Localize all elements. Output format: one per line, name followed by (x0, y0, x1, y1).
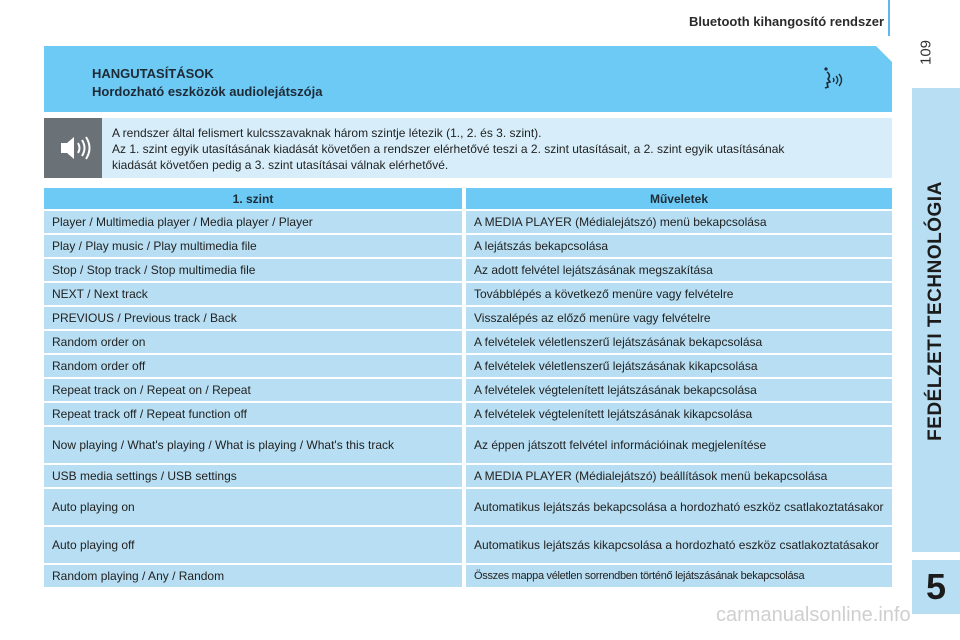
watermark: carmanualsonline.info (716, 604, 911, 626)
command-cell: Repeat track on / Repeat on / Repeat (44, 379, 466, 401)
section-title: HANGUTASÍTÁSOK (92, 66, 214, 81)
table-row (44, 565, 892, 587)
section-subtitle: Hordozható eszközök audiolejátszója (92, 84, 323, 99)
table-header-row (44, 188, 892, 209)
action-cell: Visszalépés az előző menüre vagy felvételre (466, 307, 892, 329)
table-row (44, 211, 892, 233)
info-line: Az 1. szint egyik utasításának kiadását követően a rendszer elérhetővé teszi a 2. szint utasításait, a 2. szint egyik utasításának (112, 142, 785, 156)
column-header-actions: Műveletek (466, 188, 892, 209)
command-cell: Random order off (44, 355, 466, 377)
command-cell: PREVIOUS / Previous track / Back (44, 307, 466, 329)
table-row (44, 355, 892, 377)
action-cell: Az éppen játszott felvétel információinak megjelenítése (466, 427, 892, 463)
info-box (44, 118, 892, 178)
action-cell: A felvételek végtelenített lejátszásának bekapcsolása (466, 379, 892, 401)
table-row (44, 259, 892, 281)
table-row (44, 307, 892, 329)
voice-command-icon (820, 66, 846, 92)
table-row (44, 489, 892, 525)
command-cell: Stop / Stop track / Stop multimedia file (44, 259, 466, 281)
info-line: A rendszer által felismert kulcsszavaknak három szintje létezik (1., 2. és 3. szint). (112, 126, 542, 140)
chapter-number: 5 (912, 560, 960, 614)
command-cell: Player / Multimedia player / Media player / Player (44, 211, 466, 233)
column-header-level: 1. szint (44, 188, 466, 209)
action-cell: A felvételek véletlenszerű lejátszásának bekapcsolása (466, 331, 892, 353)
command-cell: Repeat track off / Repeat function off (44, 403, 466, 425)
page-number: 109 (917, 39, 935, 66)
header-divider (888, 0, 890, 36)
info-icon-panel (44, 118, 102, 178)
info-text (112, 125, 888, 173)
page-header-title: Bluetooth kihangosító rendszer (688, 14, 884, 29)
action-cell: Automatikus lejátszás kikapcsolása a hordozható eszköz csatlakoztatásakor (466, 527, 892, 563)
banner-corner (876, 46, 892, 62)
command-cell: USB media settings / USB settings (44, 465, 466, 487)
action-cell: Továbblépés a következő menüre vagy felvételre (466, 283, 892, 305)
action-cell: Automatikus lejátszás bekapcsolása a hordozható eszköz csatlakoztatásakor (466, 489, 892, 525)
table-row (44, 427, 892, 463)
section-banner (44, 46, 892, 112)
command-cell: Now playing / What's playing / What is playing / What's this track (44, 427, 466, 463)
table-row (44, 527, 892, 563)
action-cell: A lejátszás bekapcsolása (466, 235, 892, 257)
action-cell: Összes mappa véletlen sorrendben történő lejátszásának bekapcsolása (466, 565, 892, 587)
voice-commands-table (44, 186, 892, 589)
action-cell: A MEDIA PLAYER (Médialejátszó) beállítások menü bekapcsolása (466, 465, 892, 487)
table-row (44, 465, 892, 487)
speaker-icon (44, 118, 102, 178)
action-cell: Az adott felvétel lejátszásának megszakítása (466, 259, 892, 281)
info-line: kiadását követően pedig a 3. szint utasításai válnak elérhetővé. (112, 158, 449, 172)
table-row (44, 331, 892, 353)
action-cell: A felvételek végtelenített lejátszásának kikapcsolása (466, 403, 892, 425)
table-row (44, 379, 892, 401)
command-cell: Auto playing on (44, 489, 466, 525)
side-chapter-label: FEDÉLZETI TECHNOLÓGIA (925, 181, 946, 441)
side-chapter-tab (912, 88, 960, 552)
table-row (44, 403, 892, 425)
command-cell: NEXT / Next track (44, 283, 466, 305)
table-row (44, 235, 892, 257)
command-cell: Random playing / Any / Random (44, 565, 466, 587)
table-row (44, 283, 892, 305)
command-cell: Random order on (44, 331, 466, 353)
action-cell: A felvételek véletlenszerű lejátszásának kikapcsolása (466, 355, 892, 377)
action-cell: A MEDIA PLAYER (Médialejátszó) menü bekapcsolása (466, 211, 892, 233)
command-cell: Play / Play music / Play multimedia file (44, 235, 466, 257)
command-cell: Auto playing off (44, 527, 466, 563)
